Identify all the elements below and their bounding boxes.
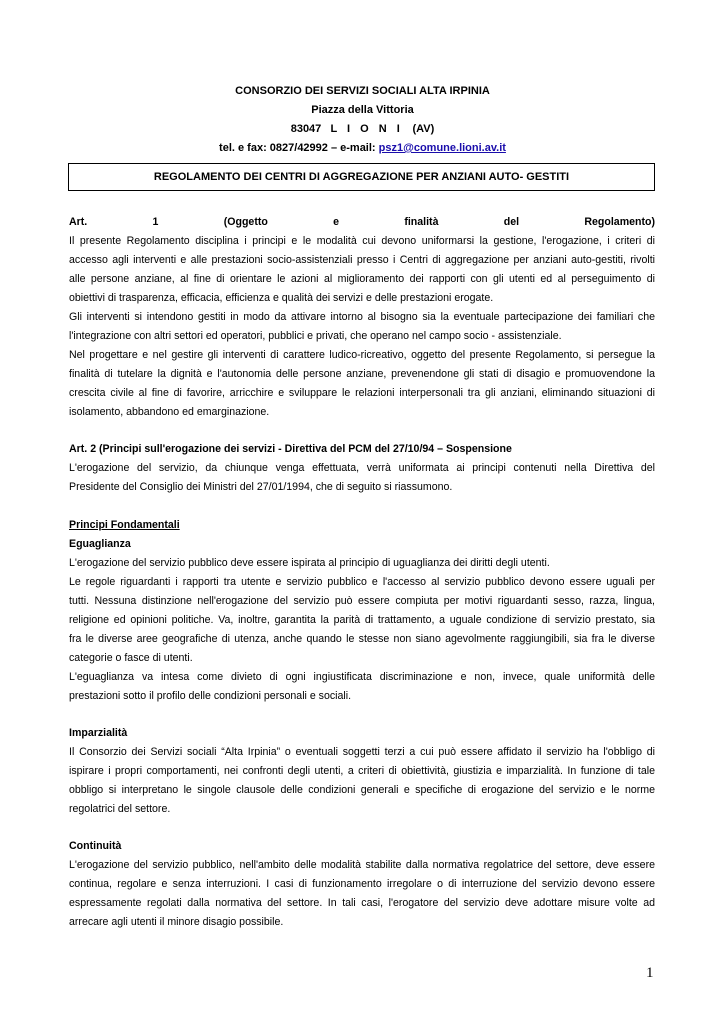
org-name: CONSORZIO DEI SERVIZI SOCIALI ALTA IRPINIA	[235, 85, 490, 97]
article-2-heading: Art. 2 (Principi sull'erogazione dei servizi - Direttiva del PCM del 27/10/94 – Sospensione	[69, 443, 512, 455]
article-2	[69, 440, 655, 497]
imparzialita-line: ispirare i propri comportamenti, nei confronti degli utenti, a criteri di obiettività, giustizia e imparzialità. In funzione di tale	[69, 765, 655, 777]
contact-prefix: tel. e fax: 0827/42992 – e-mail:	[219, 142, 376, 154]
section-eguaglianza	[69, 516, 655, 706]
org-city-line	[0, 123, 725, 135]
section-continuita	[69, 837, 655, 932]
eguaglianza-line: fra le diverse aree geografiche di utenza, anche quando le stesse non siano agevolmente raggiungibili, sia fra le diverse	[69, 633, 655, 645]
postal-code: 83047	[290, 123, 322, 135]
article-2-line: L'erogazione del servizio, da chiunque venga effettuata, verrà uniformata ai principi contenuti nella Direttiva del	[69, 462, 655, 474]
eguaglianza-line: tutti. Nessuna distinzione nell'erogazione del servizio può essere compiuta per motivi riguardanti sesso, razza, lingua,	[69, 595, 655, 607]
imparzialita-line: obbligo si interpretano le singole clausole delle condizioni generali e specifiche di erogazione del servizio e le norme	[69, 784, 655, 796]
article-1-line: Nel progettare e nel gestire gli interventi di carattere ludico-ricreativo, oggetto del presente Regolamento, si persegue la	[69, 349, 655, 361]
continuita-line: espressamente regolati dalla normativa del settore. In tali casi, l'erogatore del servizio deve adottare misure volte ad	[69, 897, 655, 909]
continuita-heading: Continuità	[69, 840, 122, 852]
page-number: 1	[646, 965, 654, 981]
city-name: L I O N I	[330, 123, 404, 135]
imparzialita-line: Il Consorzio dei Servizi sociali “Alta Irpinia” o eventuali soggetti terzi a cui può essere affidato il servizio ha l'obbligo di	[69, 746, 655, 758]
article-1-line: l'integrazione con altri settori ed operatori, pubblici e privati, che operano nel campo socio - assistenziale.	[69, 330, 562, 342]
eguaglianza-heading: Eguaglianza	[69, 538, 131, 550]
section-imparzialita	[69, 724, 655, 819]
article-1-line: alle persone anziane, al fine di orientare le azioni al miglioramento dei rapporti con gli utenti ed al perseguimento di	[69, 273, 655, 285]
contact-line	[0, 142, 725, 154]
article-1-line: Il presente Regolamento disciplina i principi e le modalità cui devono uniformarsi la gestione, l'erogazione, i criteri di	[69, 235, 655, 247]
eguaglianza-line: Le regole riguardanti i rapporti tra utente e servizio pubblico e l'accesso al servizio pubblico devono essere uguali per	[69, 576, 655, 588]
article-1-heading: Art. 1 (Oggetto e finalità del Regolamento)	[69, 216, 655, 228]
imparzialita-heading: Imparzialità	[69, 727, 128, 739]
principi-heading: Principi Fondamentali	[69, 519, 180, 531]
eguaglianza-line: religione ed opinioni politiche. Va, inoltre, garantita la parità di trattamento, a uguale condizione di servizio prestato, sia	[69, 614, 655, 626]
article-1	[69, 213, 655, 422]
article-1-line: obiettivi di trasparenza, efficacia, efficienza e qualità dei servizi e delle prestazioni erogate.	[69, 292, 494, 304]
eguaglianza-line: categorie o fasce di utenti.	[69, 652, 193, 664]
article-1-line: Gli interventi si intendono gestiti in modo da attivare intorno al bisogno sia la eventuale partecipazione dei familiari che	[69, 311, 655, 323]
eguaglianza-line: L'eguaglianza va intesa come divieto di ogni ingiustificata discriminazione e non, invece, quale uniformità delle	[69, 671, 655, 683]
article-1-line: crescita civile al fine di favorire, arricchire e sviluppare le relazioni interpersonali tra gli anziani, eliminando situazioni di	[69, 387, 655, 399]
continuita-line: L'erogazione del servizio pubblico, nell'ambito delle modalità stabilite dalla normativa regolatrice del settore, deve essere	[69, 859, 655, 871]
article-2-line: Presidente del Consiglio dei Ministri del 27/01/1994, che di seguito si riassumono.	[69, 481, 453, 493]
continuita-line: arrecare agli utenti il minore disagio possibile.	[69, 916, 284, 928]
eguaglianza-line: L'erogazione del servizio pubblico deve essere ispirata al principio di uguaglianza dei diritti degli utenti.	[69, 557, 550, 569]
org-address: Piazza della Vittoria	[311, 104, 414, 116]
document-title: REGOLAMENTO DEI CENTRI DI AGGREGAZIONE PER ANZIANI AUTO- GESTITI	[68, 163, 655, 191]
email-link[interactable]: psz1@comune.lioni.av.it	[378, 142, 506, 154]
eguaglianza-line: prestazioni sotto il profilo delle condizioni personali e sociali.	[69, 690, 352, 702]
article-1-line: accesso agli interventi e alle prestazioni socio-assistenziali presso i Centri di aggregazione per anziani auto-gestiti, rivolti	[69, 254, 655, 266]
imparzialita-line: regolatrici del settore.	[69, 803, 171, 815]
article-1-line: isolamento, abbandono ed emarginazione.	[69, 406, 270, 418]
article-1-line: finalità di tutelare la dignità e l'autonomia delle persone anziane, prevenendone gli stati di disagio e promuovendone la	[69, 368, 655, 380]
continuita-line: continua, regolare e senza interruzioni. I casi di funzionamento irregolare o di interruzione del servizio devono essere	[69, 878, 655, 890]
province: (AV)	[412, 123, 435, 135]
